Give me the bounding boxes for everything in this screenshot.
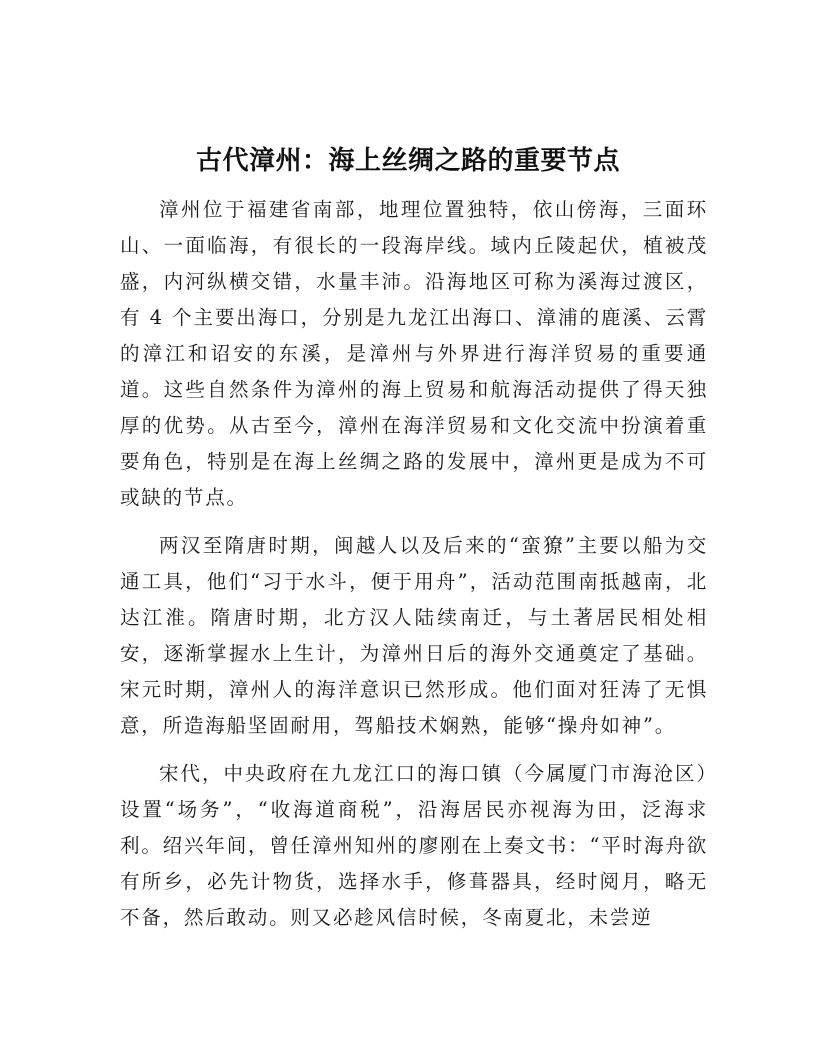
page-title: 古代漳州：海上丝绸之路的重要节点 <box>195 146 620 176</box>
document-body <box>120 192 708 948</box>
paragraph: 宋代，中央政府在九龙江口的海口镇（今属厦门市海沧区）设置“场务”，“收海道商税”，沿海居民亦视海为田，泛海求利。绍兴年间，曾任漳州知州的廖刚在上奏文书：“平时海舟欲有所乡，必先计物货，选择水手，修葺器具，经时阅月，略无不备，然后敢动。则又必趁风信时候，冬南夏北，未尝逆 <box>120 762 708 929</box>
paragraph: 漳州位于福建省南部，地理位置独特，依山傍海，三面环山、一面临海，有很长的一段海岸线。域内丘陵起伏，植被茂盛，内河纵横交错，水量丰沛。沿海地区可称为溪海过渡区，有 4 个主要出海口，分别是九龙江出海口、漳浦的鹿溪、云霄的漳江和诏安的东溪，是漳州与外界进行海洋贸易的重要通道。这些自然条件为漳州的海上贸易和航海活动提供了得天独厚的优势。从古至今，漳州在海洋贸易和文化交流中扮演着重要角色，特别是在海上丝绸之路的发展中，漳州更是成为不可或缺的节点。 <box>120 198 708 509</box>
paragraph: 两汉至隋唐时期，闽越人以及后来的“蛮獠”主要以船为交通工具，他们“习于水斗，便于用舟”，活动范围南抵越南，北达江淮。隋唐时期，北方汉人陆续南迁，与土著居民相处相安，逐渐掌握水上生计，为漳州日后的海外交通奠定了基础。宋元时期，漳州人的海洋意识已然形成。他们面对狂涛了无惧意，所造海船坚固耐用，驾船技术娴熟，能够“操舟如神”。 <box>120 534 708 737</box>
